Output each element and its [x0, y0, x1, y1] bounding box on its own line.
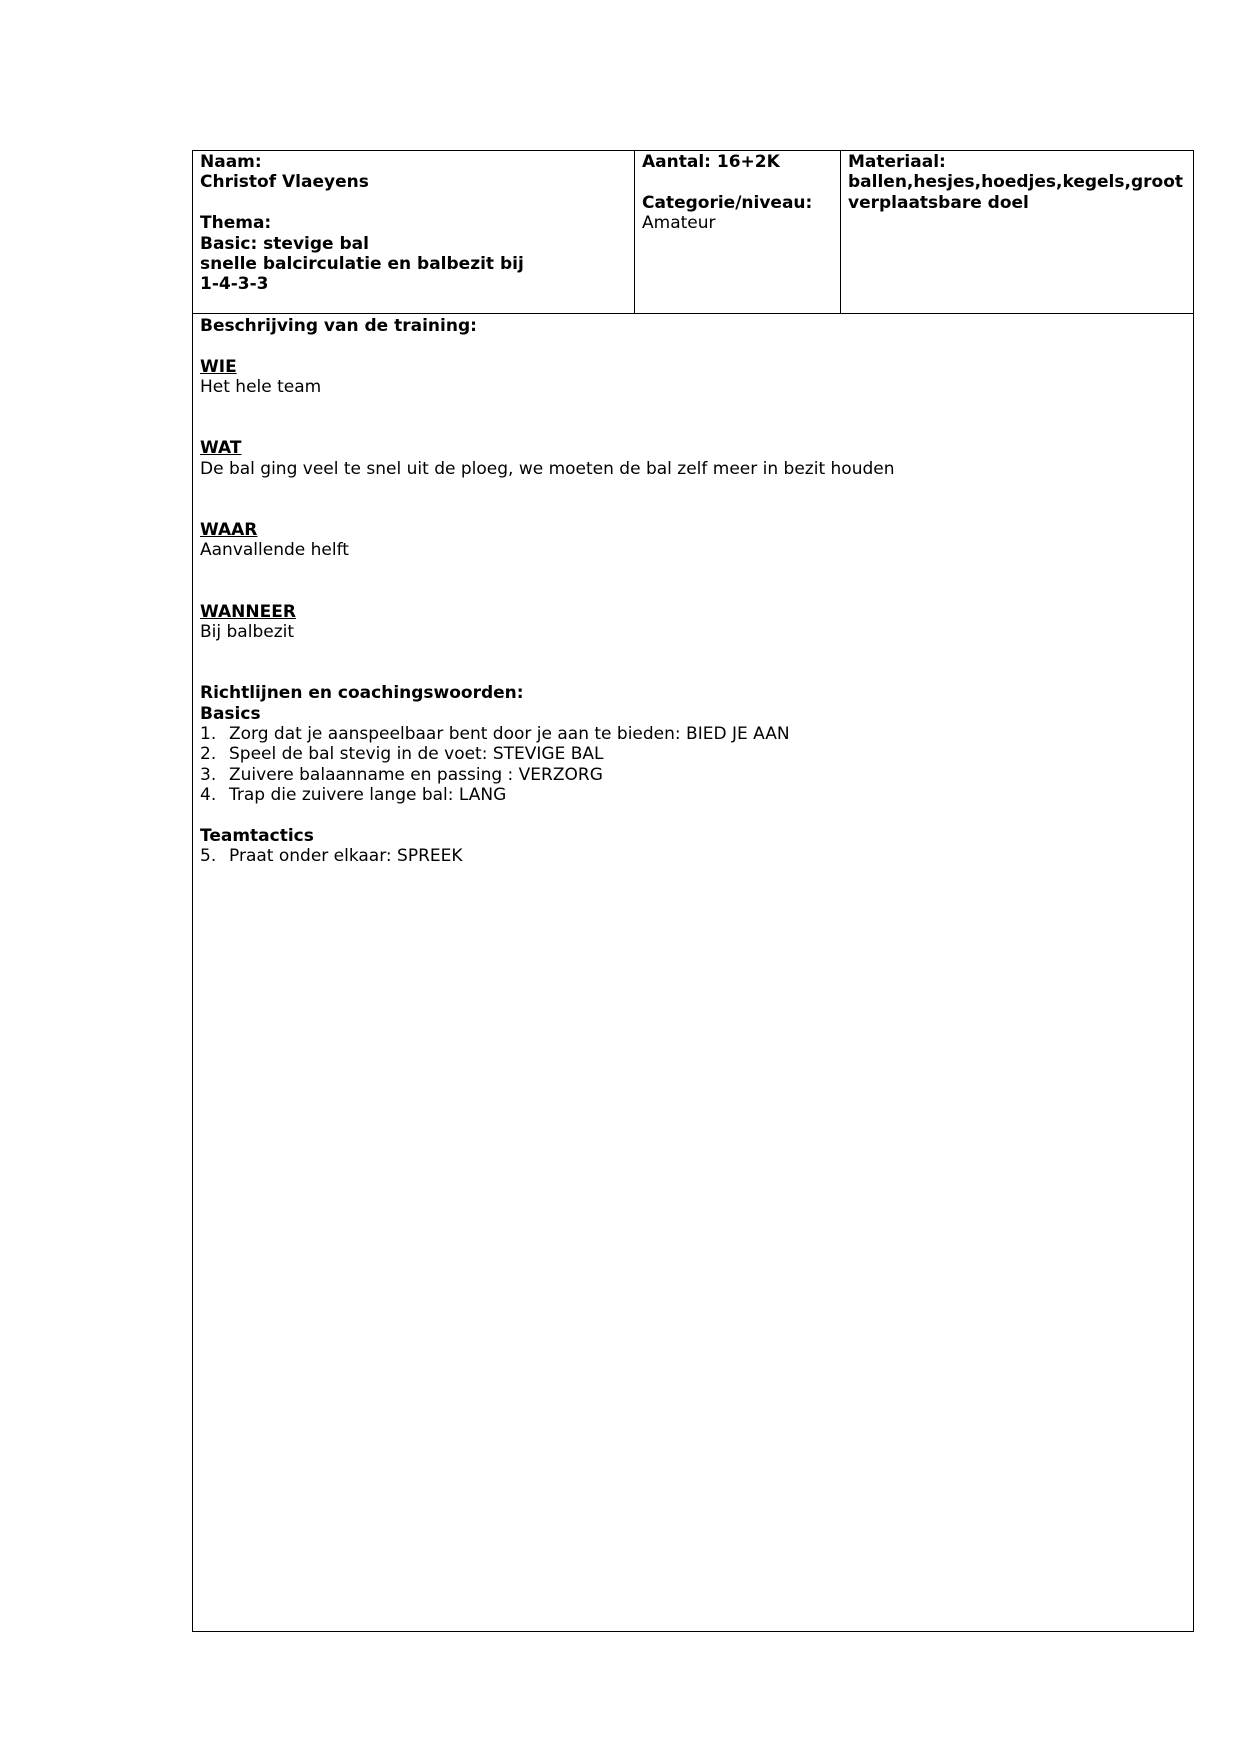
- list-item-text: Zorg dat je aanspeelbaar bent door je aan te bieden: BIED JE AAN: [229, 724, 790, 745]
- materiaal-label: Materiaal:: [848, 152, 946, 172]
- basics-label: Basics: [200, 703, 261, 724]
- beschrijving-cell: [193, 314, 1193, 867]
- section-text-wanneer: Bij balbezit: [200, 622, 295, 643]
- training-form: [192, 150, 1194, 1632]
- naam-value: Christof Vlaeyens: [200, 172, 369, 193]
- list-item-number: 4.: [200, 785, 217, 806]
- list-item-number: 2.: [200, 744, 217, 765]
- thema-line: Basic: stevige bal: [200, 233, 369, 254]
- list-item-text: Praat onder elkaar: SPREEK: [229, 846, 463, 867]
- section-text-wie: Het hele team: [200, 377, 322, 398]
- materiaal-line: verplaatsbare doel: [848, 192, 1029, 213]
- header-row: [193, 151, 1193, 314]
- materiaal-cell: [841, 151, 1193, 313]
- thema-line: 1-4-3-3: [200, 274, 269, 295]
- section-text-waar: Aanvallende helft: [200, 540, 349, 561]
- categorie-value: Amateur: [642, 213, 716, 234]
- teamtactics-list: [200, 846, 1186, 866]
- aantal-categorie-cell: [635, 151, 841, 313]
- beschrijving-label: Beschrijving van de training:: [200, 316, 477, 336]
- categorie-label: Categorie/niveau:: [642, 192, 813, 213]
- list-item-number: 1.: [200, 724, 217, 745]
- list-item: [200, 785, 1186, 805]
- aantal-label: Aantal: 16+2K: [642, 152, 780, 172]
- list-item: [200, 724, 1186, 744]
- list-item-text: Speel de bal stevig in de voet: STEVIGE BAL: [229, 744, 604, 765]
- naam-thema-cell: [193, 151, 635, 313]
- list-item-number: 3.: [200, 764, 217, 785]
- section-heading-waar: WAAR: [200, 520, 258, 541]
- section-heading-wat: WAT: [200, 438, 242, 459]
- thema-label: Thema:: [200, 213, 272, 234]
- richtlijnen-label: Richtlijnen en coachingswoorden:: [200, 683, 524, 704]
- section-text-wat: De bal ging veel te snel uit de ploeg, we moeten de bal zelf meer in bezit houden: [200, 458, 895, 479]
- thema-line: snelle balcirculatie en balbezit bij: [200, 254, 524, 275]
- list-item-text: Zuivere balaanname en passing : VERZORG: [229, 764, 603, 785]
- list-item: [200, 846, 1186, 866]
- basics-list: [200, 724, 1186, 806]
- naam-label: Naam:: [200, 152, 262, 172]
- list-item: [200, 744, 1186, 764]
- list-item: [200, 765, 1186, 785]
- materiaal-line: ballen,hesjes,hoedjes,kegels,groot: [848, 172, 1184, 193]
- list-item-text: Trap die zuivere lange bal: LANG: [229, 785, 507, 806]
- teamtactics-label: Teamtactics: [200, 826, 314, 847]
- section-heading-wie: WIE: [200, 356, 237, 377]
- section-heading-wanneer: WANNEER: [200, 601, 296, 622]
- list-item-number: 5.: [200, 846, 217, 867]
